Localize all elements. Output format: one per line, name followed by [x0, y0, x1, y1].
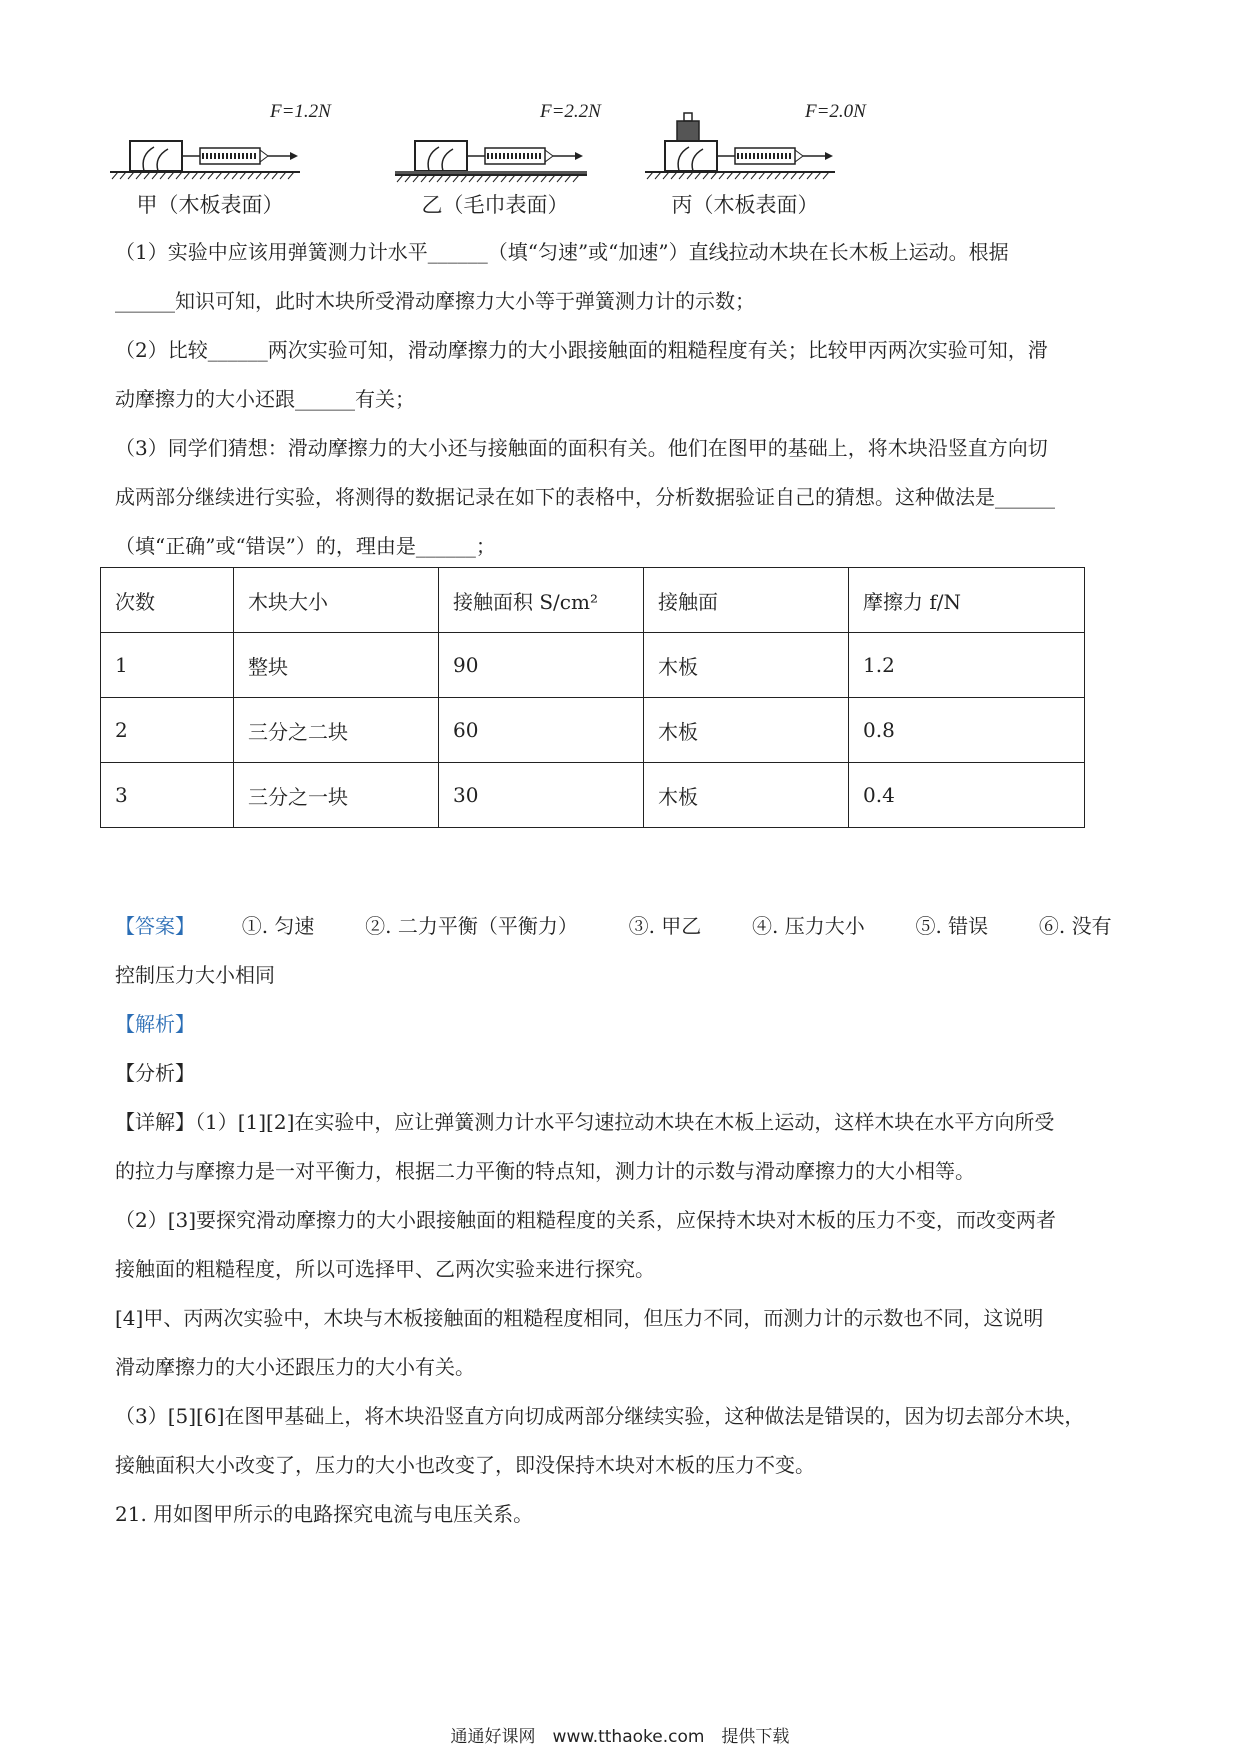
question-1-line-2: ______知识可知，此时木块所受滑动摩擦力大小等于弹簧测力计的示数； [115, 289, 755, 313]
question-3-line-2: 成两部分继续进行实验，将测得的数据记录在如下的表格中，分析数据验证自己的猜想。这种做法是______ [115, 485, 1055, 509]
answer-item: ⑥. 没有 [1038, 914, 1112, 938]
table-cell: 60 [439, 698, 644, 763]
figure-yi [395, 95, 635, 225]
table-header-cell: 木块大小 [234, 568, 439, 633]
table-cell: 90 [439, 633, 644, 698]
fenxi-tag: 【分析】 [115, 1061, 195, 1085]
question-2-line-1: （2）比较______两次实验可知，滑动摩擦力的大小跟接触面的粗糙程度有关；比较甲丙两次实验可知，滑 [115, 338, 1048, 362]
figure-caption: 乙（毛巾表面） [421, 193, 569, 217]
experiment-figures [110, 95, 930, 225]
data-table [100, 567, 1085, 828]
figure-caption: 丙（木板表面） [671, 193, 819, 217]
table-header-row [101, 568, 1085, 633]
table-cell: 三分之一块 [234, 763, 439, 828]
table-cell: 1.2 [849, 633, 1085, 698]
question-3-line-1: （3）同学们猜想：滑动摩擦力的大小还与接触面的面积有关。他们在图甲的基础上，将木块沿竖直方向切 [115, 436, 1048, 460]
table-header-cell: 次数 [101, 568, 234, 633]
table-row [101, 698, 1085, 763]
next-question: 21. 用如图甲所示的电路探究电流与电压关系。 [115, 1502, 534, 1526]
figure-caption: 甲（木板表面） [136, 193, 284, 217]
question-3-line-3: （填“正确”或“错误”）的，理由是______； [115, 534, 496, 558]
experiment-diagram [395, 95, 635, 185]
table-cell: 30 [439, 763, 644, 828]
answer-item: ③. 甲乙 [628, 914, 702, 938]
detail-line-6: 滑动摩擦力的大小还跟压力的大小有关。 [115, 1355, 475, 1379]
table-header-cell: 接触面 [644, 568, 849, 633]
table-cell: 整块 [234, 633, 439, 698]
answer-item: ②. 二力平衡（平衡力） [365, 914, 578, 938]
answer-item: ⑤. 错误 [915, 914, 989, 938]
table-header-cell: 摩擦力 f/N [849, 568, 1085, 633]
detail-line-4: 接触面的粗糙程度，所以可选择甲、乙两次实验来进行探究。 [115, 1257, 655, 1281]
figure-bing [645, 95, 885, 225]
table-cell: 0.8 [849, 698, 1085, 763]
answer-item: ①. 匀速 [241, 914, 315, 938]
detail-line-8: 接触面积大小改变了，压力的大小也改变了，即没保持木块对木板的压力不变。 [115, 1453, 815, 1477]
force-label: F=1.2N [270, 101, 331, 122]
table-row [101, 633, 1085, 698]
table-cell: 1 [101, 633, 234, 698]
detail-line-2: 的拉力与摩擦力是一对平衡力，根据二力平衡的特点知，测力计的示数与滑动摩擦力的大小相等。 [115, 1159, 975, 1183]
table-cell: 0.4 [849, 763, 1085, 828]
analysis-tag: 【解析】 [115, 1012, 195, 1036]
detail-line-1: 【详解】（1）[1][2]在实验中，应让弹簧测力计水平匀速拉动木块在木板上运动，这样木块在水平方向所受 [115, 1110, 1055, 1134]
answer-tag: 【答案】 [115, 914, 195, 938]
experiment-diagram [645, 95, 885, 185]
answer-continuation: 控制压力大小相同 [115, 963, 275, 987]
table-cell: 木板 [644, 633, 849, 698]
question-1-line-1: （1）实验中应该用弹簧测力计水平______（填“匀速”或“加速”）直线拉动木块在长木板上运动。根据 [115, 240, 1009, 264]
answer-line [115, 914, 1112, 938]
figure-jia [110, 95, 350, 225]
force-label: F=2.0N [805, 101, 866, 122]
detail-line-3: （2）[3]要探究滑动摩擦力的大小跟接触面的粗糙程度的关系，应保持木块对木板的压力不变，而改变两者 [115, 1208, 1057, 1232]
table-cell: 木板 [644, 698, 849, 763]
page-footer: 通通好课网 www.tthaoke.com 提供下载 [450, 1727, 790, 1747]
table-row [101, 763, 1085, 828]
table-cell: 木板 [644, 763, 849, 828]
question-2-line-2: 动摩擦力的大小还跟______有关； [115, 387, 415, 411]
table-cell: 三分之二块 [234, 698, 439, 763]
detail-line-7: （3）[5][6]在图甲基础上，将木块沿竖直方向切成两部分继续实验，这种做法是错误的，因为切去部分木块， [115, 1404, 1085, 1428]
force-label: F=2.2N [540, 101, 601, 122]
answer-item: ④. 压力大小 [752, 914, 865, 938]
detail-line-5: [4]甲、丙两次实验中，木块与木板接触面的粗糙程度相同，但压力不同，而测力计的示数也不同，这说明 [115, 1306, 1044, 1330]
table-header-cell: 接触面积 S/cm² [439, 568, 644, 633]
table-cell: 2 [101, 698, 234, 763]
table-cell: 3 [101, 763, 234, 828]
experiment-diagram [110, 95, 350, 185]
